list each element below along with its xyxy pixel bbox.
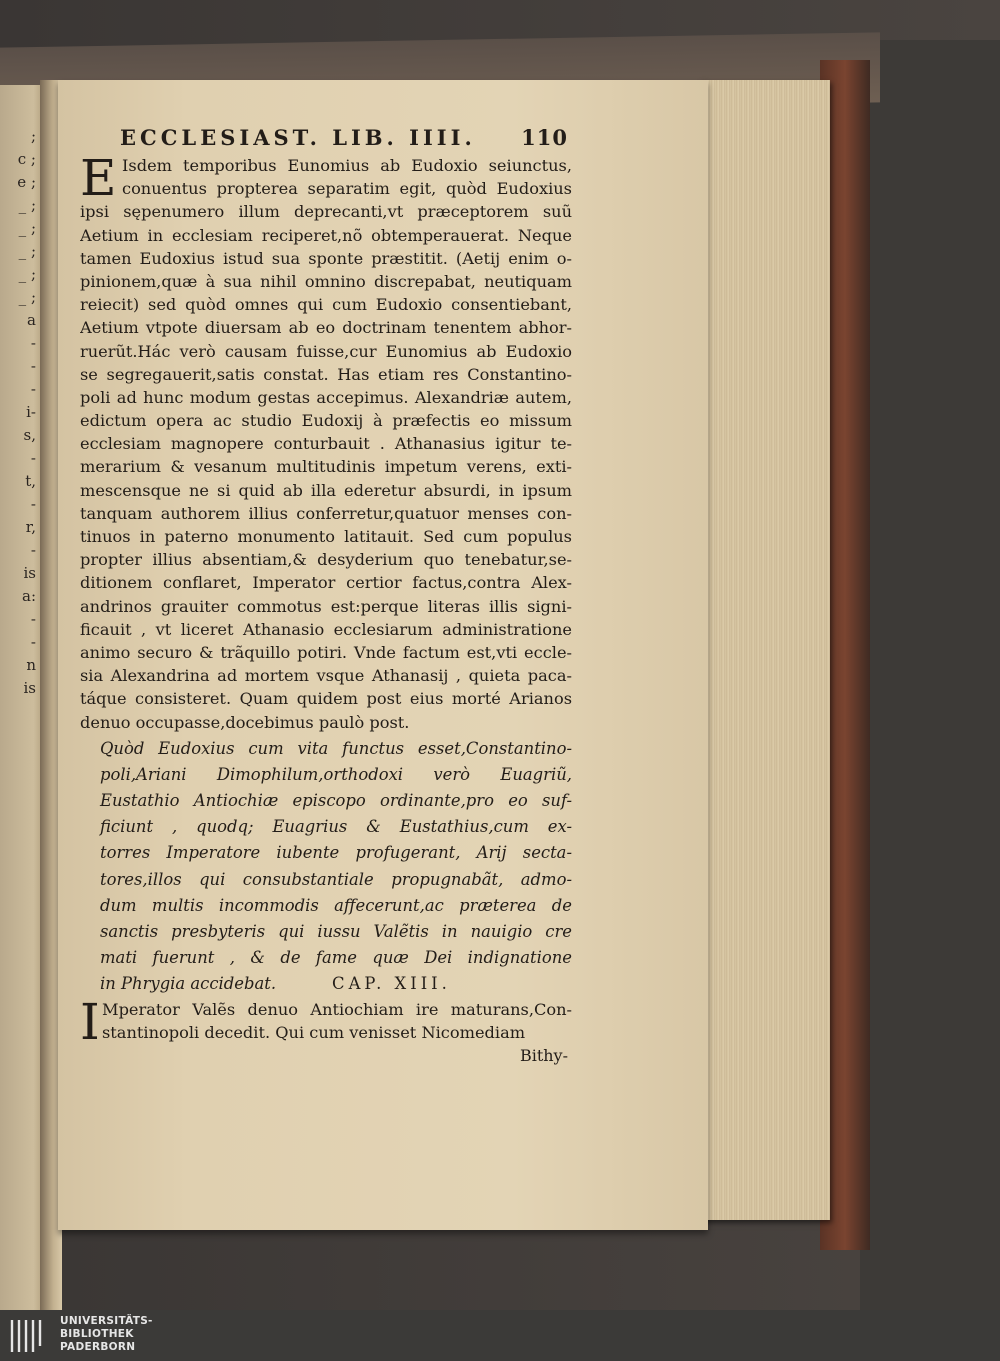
text-line: se segregauerit,satis constat. Has etiam res Constantino-	[80, 364, 572, 384]
text-line: conuentus propterea separatim egit, quòd Eudoxius	[122, 179, 572, 199]
text-line: stantinopoli decedit. Qui cum venisset Nicomediam	[102, 1022, 526, 1042]
text-line: andrinos grauiter commotus est:perque literas illis signi-	[80, 596, 572, 616]
text-line: ecclesiam magnopere conturbauit . Athanasius igitur te-	[80, 434, 572, 454]
left-page-fragment: -	[30, 633, 36, 651]
text-line: sanctis presbyteris qui iussu Valẽtis in nauigio cre	[100, 922, 572, 941]
left-page-fragment: -	[30, 380, 36, 398]
chapter-summary	[80, 736, 572, 998]
text-line: animo securo & trãquillo potiri. Vnde factum est,vti eccle-	[80, 642, 572, 662]
left-page-fragment: a:	[22, 587, 36, 605]
text-line: pinionem,quæ à sua nihil omnino discrepabat, neutiquam	[80, 271, 572, 291]
left-page-fragment: r,	[25, 518, 36, 536]
text-line: sia Alexandrina ad mortem vsque Athanasij , quieta paca-	[80, 666, 572, 686]
text-line: torres Imperatore iubente profugerant, Arij secta-	[100, 843, 572, 863]
left-page-fragment: -	[30, 610, 36, 628]
text-line: ficiunt , quodq; Euagrius & Eustathius,cum ex-	[100, 817, 572, 837]
left-page-text-fragments	[0, 125, 40, 700]
left-page-fragment: c ;	[17, 150, 36, 168]
text-line: tinuos in paterno monumento latitauit. Sed cum populus	[80, 527, 572, 546]
left-page-fragment: -	[30, 541, 36, 559]
library-footer	[0, 1310, 1000, 1361]
left-page-fragment: -	[30, 334, 36, 352]
text-line: reiecit) sed quòd omnes qui cum Eudoxio consentiebant,	[80, 295, 572, 315]
left-page-fragment: _ ;	[18, 242, 36, 260]
text-line: ruerũt.Hác verò causam fuisse,cur Eunomius ab Eudoxio	[80, 341, 572, 361]
text-line: Aetium vtpote diuersam ab eo doctrinam tenentem abhor-	[80, 318, 572, 338]
text-line: tanquam authorem illius conferretur,quatuor menses con-	[80, 503, 572, 523]
text-line: in Phrygia accidebat.	[100, 974, 277, 994]
text-line: poli,Ariani Dimophilum,orthodoxi verò Euagriũ,	[100, 764, 572, 784]
left-page-fragment: ;	[30, 127, 36, 145]
page-text	[80, 122, 572, 1067]
text-line: merarium & vesanum multitudinis impetum verens, exti-	[80, 457, 572, 477]
library-logo-icon	[8, 1316, 48, 1356]
running-title: ECCLESIAST. LIB. IIII.	[120, 125, 476, 150]
text-line: ficauit , vt liceret Athanasio ecclesiarum administratione	[80, 619, 572, 639]
paragraph-1	[80, 149, 572, 734]
background	[860, 40, 1000, 1310]
summary-last-line	[80, 971, 572, 997]
text-line: dum multis incommodis affecerunt,ac præterea de	[100, 895, 572, 915]
chapter-number: CAP. XIII.	[332, 974, 451, 994]
text-line: táque consisteret. Quam quidem post eius morté Arianos	[80, 689, 572, 709]
left-page-fragment: is	[23, 679, 36, 697]
left-page-fragment: is	[23, 564, 36, 582]
left-page-fragment: t,	[25, 472, 36, 490]
text-line: denuo occupasse,docebimus paulò post.	[80, 712, 410, 732]
text-line: Quòd Eudoxius cum vita functus esset,Constantino-	[100, 738, 572, 758]
text-line: tores,illos qui consubstantiale propugnabãt, admo-	[100, 869, 572, 889]
text-line: propter illius absentiam,& desyderium quo tenebatur,se-	[80, 550, 572, 570]
text-line: ipsi sępenumero illum deprecanti,vt præceptorem suũ	[80, 202, 572, 222]
left-page-fragment: -	[30, 495, 36, 513]
text-line: edictum opera ac studio Eudoxij à præfectis eo missum	[80, 411, 572, 431]
library-name	[60, 1315, 153, 1354]
drop-cap-e: E	[80, 149, 117, 207]
text-line: Mperator Valẽs denuo Antiochiam ire maturans,Con-	[102, 999, 572, 1019]
left-page-fragment: _ ;	[18, 219, 36, 237]
left-page-fragment: _ ;	[18, 288, 36, 306]
text-line: Aetium in ecclesiam reciperet,nõ obtemperauerat. Neque	[80, 225, 572, 245]
left-page-fragment: s,	[23, 426, 36, 444]
left-page-fragment: _ ;	[18, 265, 36, 283]
left-page-fragment: i-	[26, 403, 36, 421]
text-line: poli ad hunc modum gestas accepimus. Alexandriæ autem,	[80, 387, 572, 407]
page-edges	[700, 80, 830, 1220]
left-page-fragment: -	[30, 449, 36, 467]
paragraph-2	[80, 992, 572, 1051]
text-line: Eustathio Antiochiæ episcopo ordinante,pro eo suf-	[100, 791, 572, 811]
left-page-fragment: n	[26, 656, 36, 674]
folio-number: 110	[521, 125, 568, 150]
library-name-line-1: UNIVERSITÄTS-	[60, 1315, 153, 1327]
text-line: tamen Eudoxius istud sua sponte præstitit. (Aetij enim o-	[80, 248, 572, 268]
left-page-fragment: _ ;	[18, 196, 36, 214]
library-name-line-3: PADERBORN	[60, 1341, 136, 1353]
text-line: mescensque ne si quid ab illa ederetur absurdi, in ipsum	[80, 480, 572, 500]
text-line: Isdem temporibus Eunomius ab Eudoxio seiunctus,	[122, 156, 572, 175]
left-page-fragment: -	[30, 357, 36, 375]
running-header	[80, 122, 572, 154]
left-page-fragment: a	[27, 311, 36, 329]
text-line: mati fuerunt , & de fame quæ Dei indignatione	[100, 948, 572, 968]
left-page-fragment: e ;	[17, 173, 36, 191]
library-name-line-2: BIBLIOTHEK	[60, 1328, 134, 1340]
drop-cap-i: I	[80, 992, 100, 1051]
catchword: Bithy-	[519, 1045, 568, 1065]
text-line: ditionem conflaret, Imperator certior factus,contra Alex-	[80, 573, 572, 593]
